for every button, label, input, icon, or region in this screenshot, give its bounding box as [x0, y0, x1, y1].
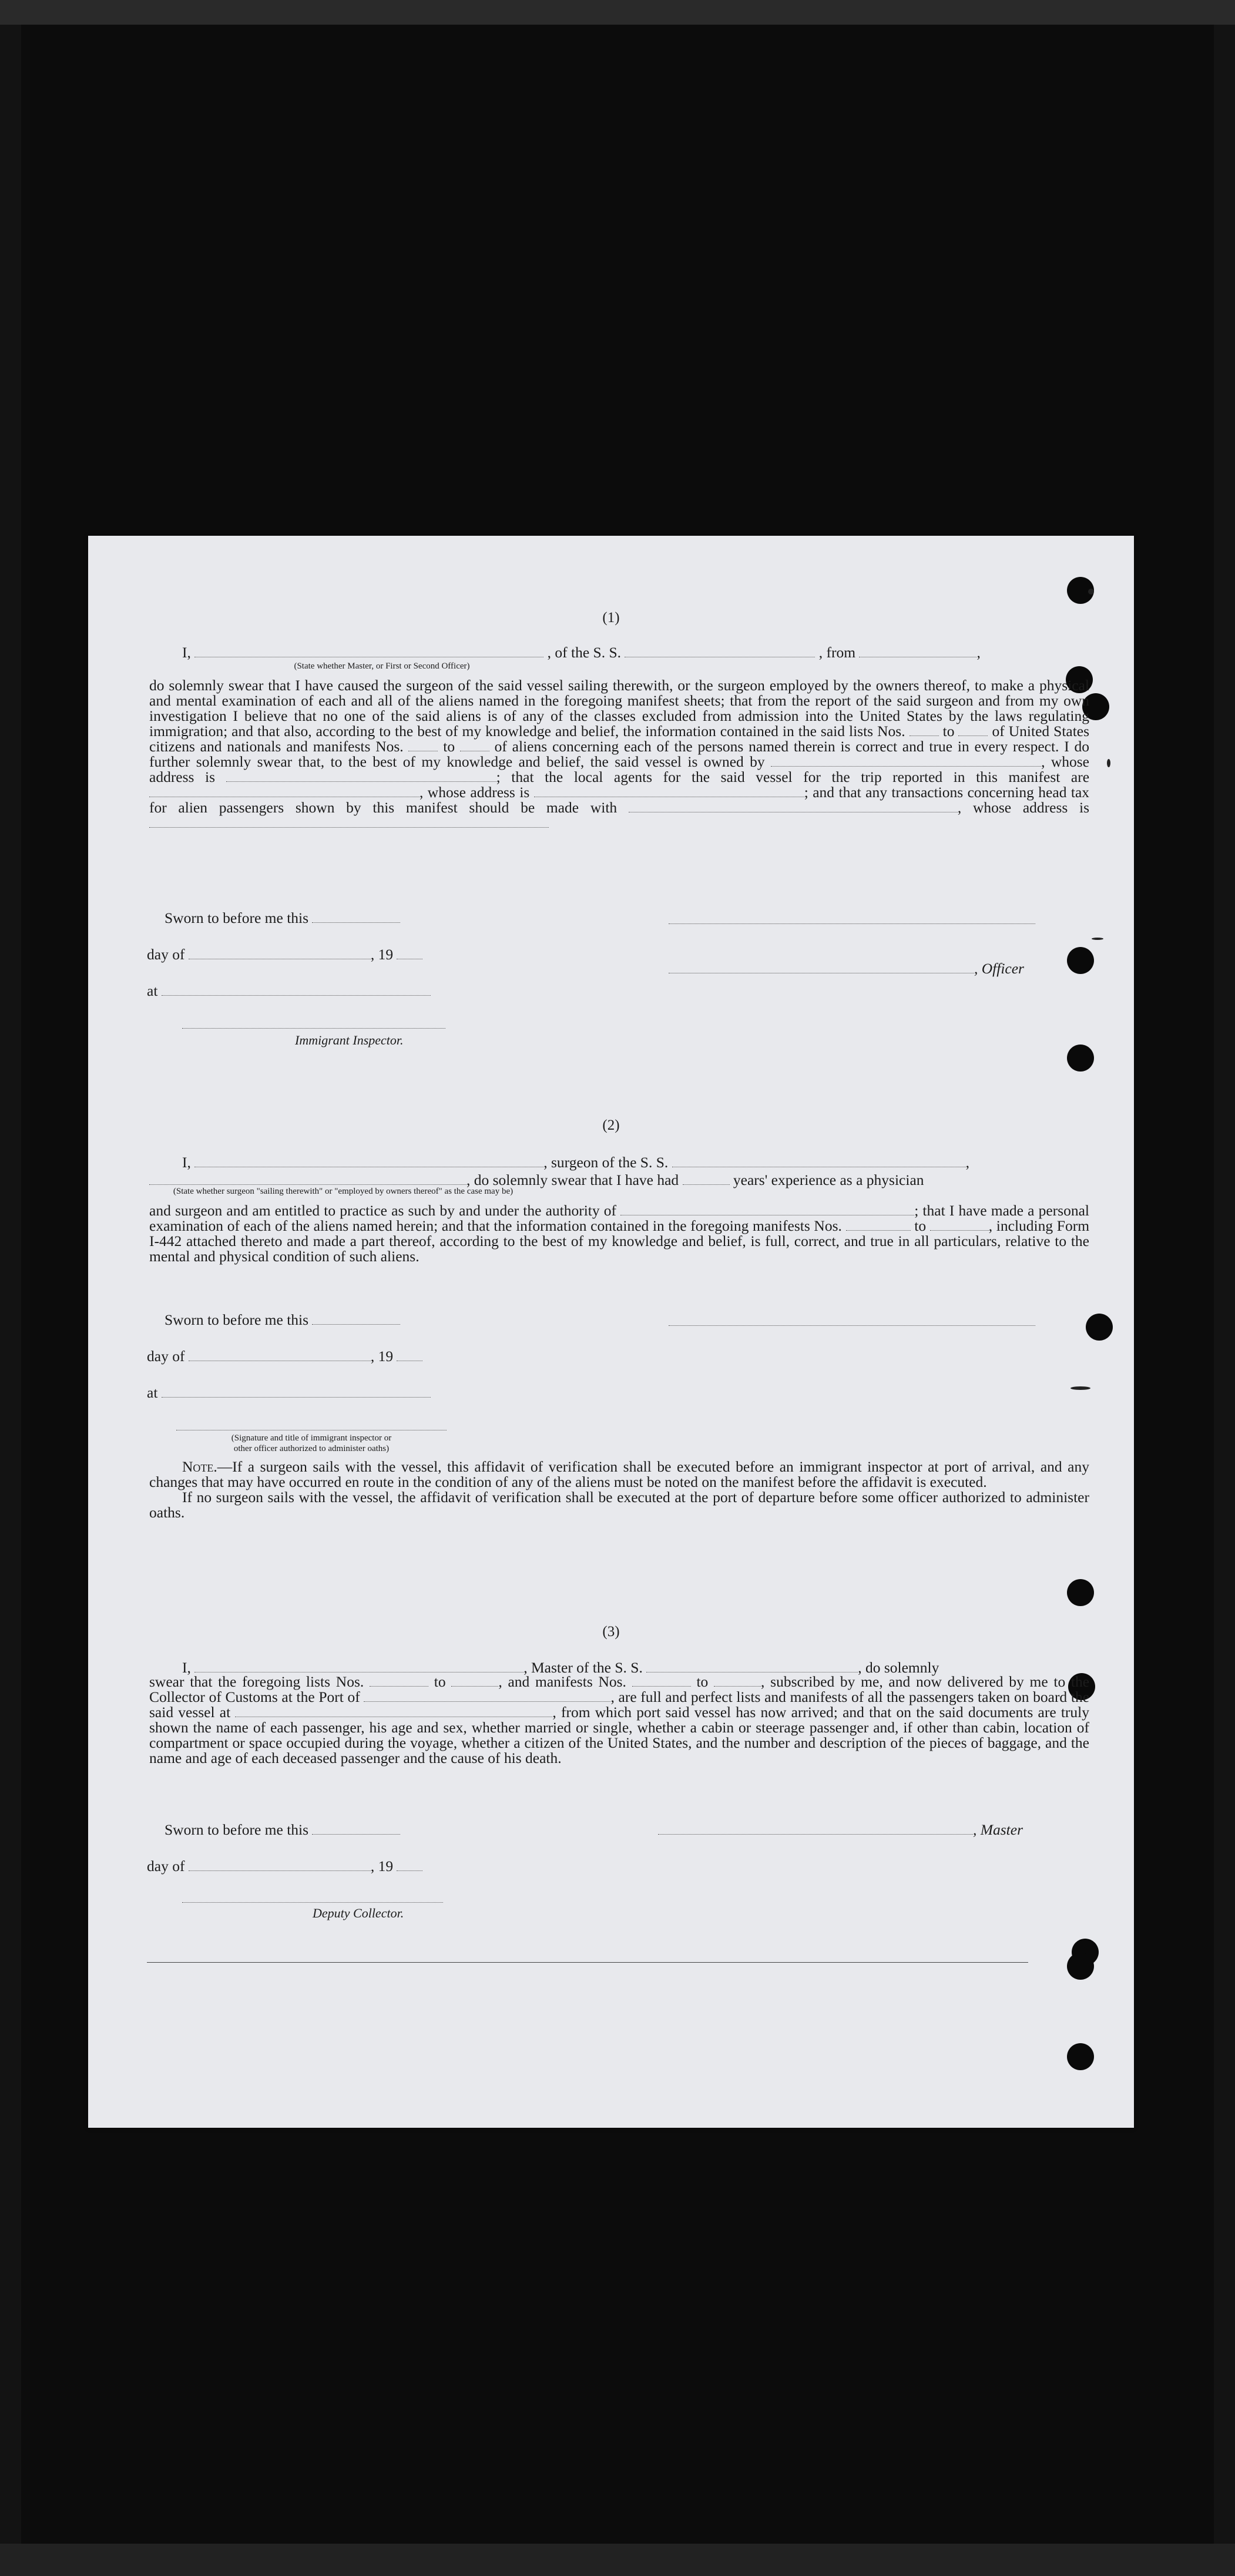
- section-3-day-line: [147, 1858, 422, 1875]
- section-3-number: (3): [602, 1624, 620, 1640]
- swear-text: , do solemnly swear that I have had: [467, 1171, 679, 1188]
- body-text: ; that the local agents for the said vessel for the trip reported in this manifest are: [496, 768, 1090, 785]
- place-blank: [162, 1386, 431, 1398]
- punch-hole: [1067, 1579, 1094, 1606]
- surgeon-of-ss-text: , surgeon of the S. S.: [543, 1154, 669, 1171]
- agents-blank: [149, 786, 420, 797]
- body-text: , and manifests Nos.: [498, 1673, 626, 1690]
- note-label: Note.: [182, 1458, 217, 1475]
- master-name-blank: [194, 1661, 523, 1672]
- section-1-day-line: [147, 946, 422, 963]
- surgeon-status-blank: [149, 1174, 467, 1185]
- body-text: of United States citizens and nationals and manifests Nos.: [149, 723, 1090, 755]
- body-text: , whose address is: [420, 784, 530, 801]
- sworn-date-blank: [312, 912, 400, 923]
- sworn-date-blank: [312, 1314, 400, 1325]
- owner-address-blank: [226, 771, 496, 782]
- lists-to-blank: [451, 1675, 498, 1687]
- note-text-2: If no surgeon sails with the vessel, the affidavit of verification shall be executed at the port of departure before some officer authorized to administer oaths.: [149, 1489, 1089, 1521]
- signature-line: [669, 923, 1035, 924]
- ink-speck: [1088, 589, 1094, 595]
- day-of-text: day of: [147, 1348, 185, 1365]
- sig-caption-1: (Signature and title of immigrant inspector or: [231, 1433, 392, 1443]
- section-3-body: [149, 1674, 1089, 1766]
- section-2-day-line: [147, 1348, 422, 1365]
- to-text: to: [443, 738, 455, 755]
- years-blank: [683, 1174, 730, 1185]
- to-text: to: [942, 723, 955, 740]
- section-1-sworn-line: [165, 909, 400, 927]
- body-text: , including Form I-442 attached thereto and made a part thereof, according to the best of my knowledge and belief, is full, correct, and true in all particulars, relative to the mental and physical condition of such aliens.: [149, 1217, 1090, 1265]
- owner-blank: [771, 755, 1041, 767]
- bottom-rule: [147, 1962, 1028, 1963]
- body-text: of aliens concerning each of the persons named therein is correct and true in every respect. I do further solemnly swear that, to the best of my knowledge and belief, the said vessel is owned by: [149, 738, 1089, 770]
- section-1-number: (1): [602, 610, 620, 626]
- surgeon-signature-line: [669, 1325, 1035, 1326]
- ink-speck: [1092, 938, 1103, 940]
- manifest-affidavit-page: [88, 536, 1134, 2128]
- manifest-from-blank: [632, 1675, 691, 1687]
- body-text: and surgeon and am entitled to practice as such by and under the authority of: [149, 1202, 617, 1219]
- to-text: to: [434, 1673, 446, 1690]
- body-text: , from which port said vessel has now arrived; and that on the said documents are truly shown the name of each passenger, his age and sex, whether married or single, whether a cabin or steerage passenger and, if other than cabin, location of compartment or space occupied during the voyage, whether a citizen of the United States, and the number and description of the pieces of baggage, and the name and age of each deceased passenger and the cause of his death.: [149, 1704, 1089, 1766]
- month-blank: [189, 1860, 371, 1871]
- body-text: , whose address is: [957, 799, 1089, 816]
- punch-hole: [1086, 1314, 1113, 1341]
- punch-hole: [1067, 947, 1094, 974]
- body-text: , are full and perfect lists and manifests of all the passengers taken on board the said vessel at: [149, 1688, 1090, 1721]
- year-text: , 19: [370, 1348, 394, 1365]
- vessel-blank: [646, 1661, 858, 1672]
- master-text: , Master: [973, 1821, 1023, 1838]
- note-text-1: —If a surgeon sails with the vessel, this affidavit of verification shall be executed before an immigrant inspector at port of arrival, and any changes that may have occurred en route in the condition of any of the aliens must be noted on the manifest before the affidavit is executed.: [149, 1458, 1089, 1490]
- authority-blank: [620, 1204, 914, 1215]
- section-1-body: [149, 678, 1089, 831]
- vessel-blank: [625, 646, 815, 657]
- port-blank: [364, 1691, 610, 1702]
- at-text: at: [147, 1384, 158, 1401]
- scan-top-edge: [0, 0, 1235, 25]
- section-2-first-line: I, , surgeon of the S. S. ,: [182, 1154, 970, 1171]
- section-2-at-line: [147, 1384, 431, 1402]
- body-text: swear that the foregoing lists Nos.: [149, 1673, 364, 1690]
- day-of-text: day of: [147, 946, 185, 963]
- oath-i: I,: [182, 1659, 191, 1676]
- body-text: , whose address is: [149, 753, 1090, 785]
- surgeon-name-blank: [194, 1156, 543, 1167]
- manifest-from-blank: [408, 740, 438, 751]
- agents-address-blank: [534, 786, 804, 797]
- ink-speck: [1107, 759, 1110, 767]
- sworn-text: Sworn to before me this: [165, 1311, 309, 1328]
- master-of-ss-text: , Master of the S. S.: [523, 1659, 643, 1676]
- from-blank: [859, 646, 976, 657]
- sworn-date-blank: [312, 1823, 400, 1835]
- experience-text: years' experience as a physician: [733, 1171, 924, 1188]
- year-text: , 19: [370, 1858, 394, 1875]
- punch-hole: [1067, 1044, 1094, 1072]
- at-text: at: [147, 982, 158, 999]
- lists-from-blank: [910, 725, 939, 736]
- section-2-status-caption: (State whether surgeon "sailing therewith" or "employed by owners thereof" as the case may be): [173, 1187, 514, 1196]
- manifest-to-blank: [714, 1675, 761, 1687]
- place-blank: [162, 985, 431, 996]
- manifest-from-blank: [846, 1220, 911, 1231]
- sig-caption-2: other officer authorized to administer oaths): [233, 1444, 390, 1453]
- section-1-rank-caption: (State whether Master, or First or Second Officer): [294, 661, 470, 671]
- section-1-at-line: [147, 982, 431, 1000]
- to-text: to: [914, 1217, 927, 1234]
- ink-speck: [1070, 1386, 1090, 1390]
- punch-hole: [1067, 1953, 1094, 1980]
- punch-hole: [1067, 2043, 1094, 2070]
- collector-signature-line: [182, 1902, 443, 1903]
- section-2-body: [149, 1203, 1089, 1264]
- section-1-officer-line: [669, 960, 1024, 978]
- body-text: , subscribed by me, and now delivered by me to the Collector of Customs at the Port of: [149, 1673, 1090, 1705]
- oath-i: I,: [182, 644, 191, 661]
- lists-from-blank: [370, 1675, 428, 1687]
- section-2-note: [149, 1459, 1089, 1520]
- solemnly-text: , do solemnly: [858, 1659, 939, 1676]
- departure-port-blank: [235, 1706, 552, 1717]
- scan-bottom-edge: [0, 2544, 1235, 2576]
- manifest-to-blank: [930, 1220, 989, 1231]
- head-tax-address-blank: [149, 817, 549, 828]
- section-2-sworn-line: [165, 1311, 400, 1329]
- month-blank: [189, 1350, 371, 1361]
- sworn-text: Sworn to before me this: [165, 1821, 309, 1838]
- body-text: ; that I have made a personal examination of each of the aliens named herein; and that the information contained in the foregoing manifests Nos.: [149, 1202, 1089, 1234]
- year-blank: [397, 948, 422, 959]
- collector-caption: Deputy Collector.: [313, 1906, 404, 1920]
- master-signature-blank: [658, 1823, 973, 1835]
- body-text: ; and that any transactions concerning head tax for alien passengers shown by this manifest should be made with: [149, 784, 1090, 816]
- inspector-signature-line: [182, 1028, 445, 1029]
- inspector-caption: Immigrant Inspector.: [295, 1033, 404, 1047]
- to-text: to: [696, 1673, 709, 1690]
- manifest-to-blank: [460, 740, 489, 751]
- section-3-sworn-line: [165, 1821, 400, 1839]
- day-of-text: day of: [147, 1858, 185, 1875]
- year-text: , 19: [370, 946, 394, 963]
- oath-i: I,: [182, 1154, 191, 1171]
- officer-signature-blank: [669, 962, 974, 973]
- officer-text: , Officer: [974, 960, 1024, 977]
- from-text: , from: [818, 644, 856, 661]
- head-tax-blank: [629, 801, 958, 812]
- section-1-first-line: I, , of the S. S. , from ,: [182, 644, 981, 661]
- month-blank: [189, 948, 371, 959]
- year-blank: [397, 1350, 422, 1361]
- year-blank: [397, 1860, 422, 1871]
- lists-to-blank: [958, 725, 988, 736]
- body-text: do solemnly swear that I have caused the surgeon of the said vessel sailing therewith, or the surgeon employed by the owners thereof, to make a physical and mental examination of each and all of the aliens named in the foregoing manifest sheets; that from the report of the said surgeon and from my own investigation I believe that no one of the said aliens is of any of the classes excluded from admission into the United States by the laws regulating immigration; and that also, according to the best of my knowledge and belief, the information contained in the said lists Nos.: [149, 677, 1089, 740]
- section-2-number: (2): [602, 1117, 620, 1133]
- section-3-master-line: [658, 1821, 1023, 1839]
- name-blank: [194, 646, 543, 657]
- vessel-blank: [672, 1156, 966, 1167]
- of-ss-text: , of the S. S.: [547, 644, 622, 661]
- sworn-text: Sworn to before me this: [165, 909, 309, 926]
